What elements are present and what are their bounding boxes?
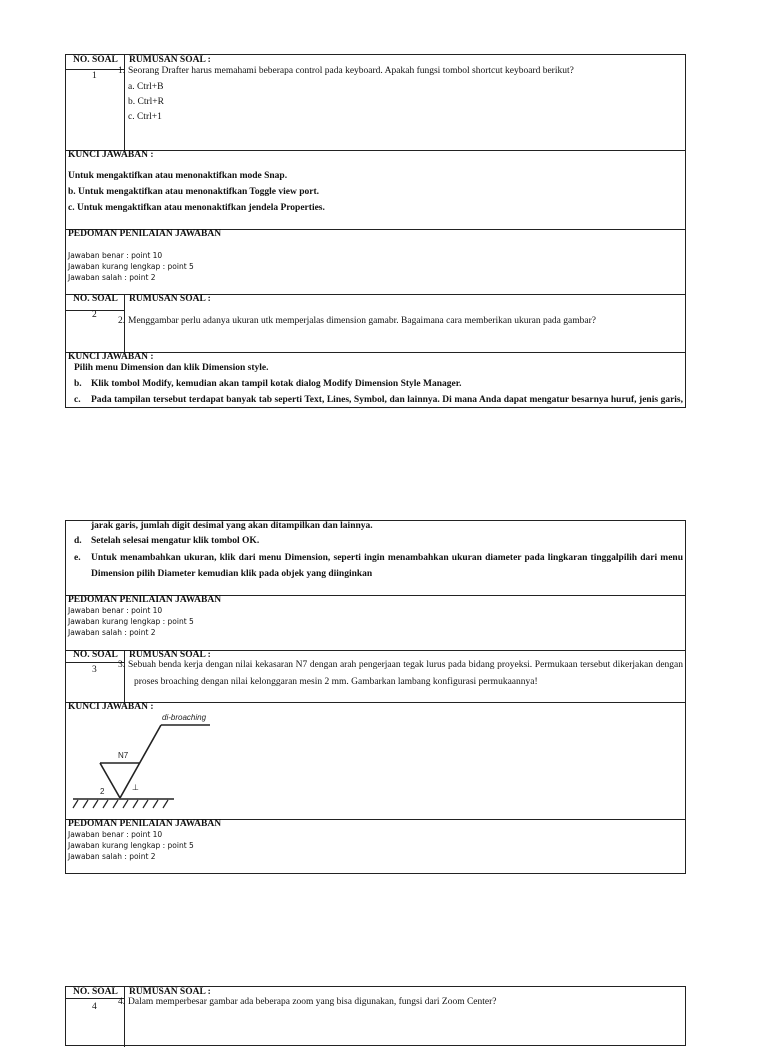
- rumusan-soal-header: RUMUSAN SOAL :: [129, 650, 211, 660]
- process-label: di-broaching: [162, 713, 207, 722]
- answer-a: Untuk mengaktifkan atau menonaktifkan mode Snap.: [68, 171, 288, 181]
- no-soal-header: NO. SOAL: [73, 55, 118, 65]
- item-marker: 3.: [118, 660, 126, 670]
- kunci-jawaban-header: KUNCI JAWABAN :: [68, 352, 154, 362]
- answer-e-marker: e.: [74, 553, 81, 563]
- question-text: Seorang Drafter harus memahami beberapa control pada keyboard. Apakah fungsi tombol shortcut keyboard berikut?: [128, 66, 574, 76]
- no-soal-header: NO. SOAL: [73, 294, 118, 304]
- section-divider: [66, 352, 685, 353]
- column-divider: [124, 987, 125, 1047]
- question-number: 4: [92, 1002, 97, 1012]
- answer-d: Setelah selesai mengatur klik tombol OK.: [91, 536, 260, 546]
- answer-sheet-block-3: [65, 986, 686, 1046]
- item-marker: 1.: [118, 66, 126, 76]
- number-divider: [66, 662, 124, 663]
- answer-c: c. Untuk mengaktifkan atau menonaktifkan jendela Properties.: [68, 203, 325, 213]
- surface-texture-symbol-figure: [68, 710, 218, 812]
- pedoman-salah: Jawaban salah : point 2: [68, 628, 156, 637]
- answer-d-marker: d.: [74, 536, 82, 546]
- pedoman-header: PEDOMAN PENILAIAN JAWABAN: [68, 595, 222, 605]
- question-number: 2: [92, 310, 97, 320]
- answer-sheet-block-1: [65, 54, 686, 408]
- pedoman-benar: Jawaban benar : point 10: [68, 830, 163, 839]
- question-number: 1: [92, 71, 97, 81]
- answer-c-marker: c.: [74, 395, 81, 405]
- kunci-jawaban-header: KUNCI JAWABAN :: [68, 150, 154, 160]
- answer-b-marker: b.: [74, 379, 82, 389]
- pedoman-kurang: Jawaban kurang lengkap : point 5: [68, 617, 194, 626]
- option-c: c. Ctrl+1: [128, 112, 162, 122]
- answer-e-line2: Dimension pilih Diameter kemudian klik pada objek yang diinginkan: [91, 569, 373, 579]
- allowance-label: 2: [100, 787, 105, 796]
- option-b: b. Ctrl+R: [128, 97, 164, 107]
- answer-e-line1: Untuk menambahkan ukuran, klik dari menu Dimension, seperti ingin menambahkan ukuran diameter pada lingkaran tinggalpilih dari menu: [91, 553, 683, 563]
- pedoman-header: PEDOMAN PENILAIAN JAWABAN: [68, 819, 222, 829]
- no-soal-header: NO. SOAL: [73, 650, 118, 660]
- section-divider: [66, 702, 685, 703]
- answer-b: Klik tombol Modify, kemudian akan tampil kotak dialog Modify Dimension Style Manager.: [91, 379, 462, 389]
- rumusan-soal-header: RUMUSAN SOAL :: [129, 55, 211, 65]
- column-divider: [124, 650, 125, 702]
- pedoman-header: PEDOMAN PENILAIAN JAWABAN: [68, 229, 222, 239]
- pedoman-benar: Jawaban benar : point 10: [68, 251, 163, 260]
- pedoman-benar: Jawaban benar : point 10: [68, 606, 163, 615]
- answer-c: Pada tampilan tersebut terdapat banyak tab seperti Text, Lines, Symbol, dan lainnya. Di mana Anda dapat mengatur besarnya huruf, jenis garis,: [91, 395, 683, 405]
- question-text-line2: proses broaching dengan nilai kelonggaran mesin 2 mm. Gambarkan lambang konfigurasi permukaannya!: [134, 677, 538, 687]
- pedoman-salah: Jawaban salah : point 2: [68, 852, 156, 861]
- item-marker: 4.: [118, 997, 126, 1007]
- question-number: 3: [92, 665, 97, 675]
- question-text: Menggambar perlu adanya ukuran utk memperjalas dimension gamabr. Bagaimana cara memberikan ukuran pada gambar?: [128, 316, 596, 326]
- kunci-jawaban-header: KUNCI JAWABAN :: [68, 702, 154, 712]
- number-divider: [66, 998, 124, 999]
- pedoman-kurang: Jawaban kurang lengkap : point 5: [68, 841, 194, 850]
- rumusan-soal-header: RUMUSAN SOAL :: [129, 987, 211, 997]
- question-text-line1: Sebuah benda kerja dengan nilai kekasaran N7 dengan arah pengerjaan tegak lurus pada bidang proyeksi. Permukaan tersebut dikerjakan dengan: [128, 660, 683, 670]
- pedoman-kurang: Jawaban kurang lengkap : point 5: [68, 262, 194, 271]
- lay-direction-symbol: ⊥: [132, 783, 139, 792]
- answer-sheet-block-2: [65, 520, 686, 874]
- no-soal-header: NO. SOAL: [73, 987, 118, 997]
- surface-hatching: [73, 800, 168, 808]
- question-text: Dalam memperbesar gambar ada beberapa zoom yang bisa digunakan, fungsi dari Zoom Center?: [128, 997, 497, 1007]
- answer-b: b. Untuk mengaktifkan atau menonaktifkan Toggle view port.: [68, 187, 320, 197]
- section-divider: [66, 150, 685, 151]
- answer-a: Pilih menu Dimension dan klik Dimension style.: [74, 363, 269, 373]
- pedoman-salah: Jawaban salah : point 2: [68, 273, 156, 282]
- option-a: a. Ctrl+B: [128, 82, 164, 92]
- number-divider: [66, 69, 124, 70]
- rumusan-soal-header: RUMUSAN SOAL :: [129, 294, 211, 304]
- item-marker: 2.: [118, 316, 126, 326]
- symbol-long-leg: [120, 725, 161, 798]
- roughness-label: N7: [118, 751, 129, 760]
- answer-c-continued: jarak garis, jumlah digit desimal yang akan ditampilkan dan lainnya.: [91, 521, 373, 531]
